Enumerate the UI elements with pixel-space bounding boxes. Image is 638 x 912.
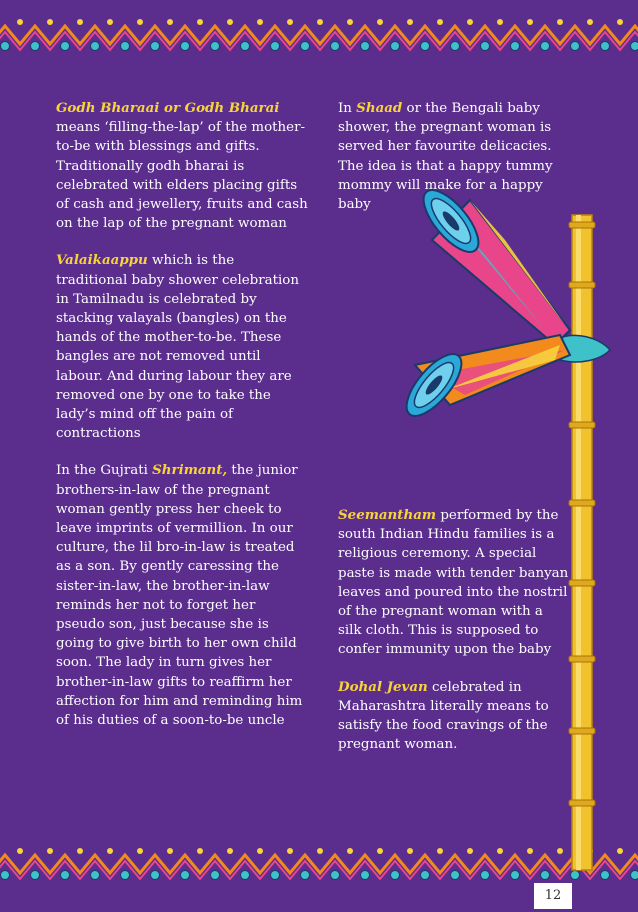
valaikaappu-text: which is the traditional baby shower celebration in Tamilnadu is celebrated by stacking valayals (bangles) on the hands of the mother-to-be. These bangles are not removed until labour. And during labour they are removed one by one to take the lady’s mind off the pain of contractions [56, 253, 299, 442]
shaad-pre: In [338, 101, 357, 116]
lower-horn-icon [397, 335, 570, 424]
seemantham-keyword: Seemantham [338, 507, 437, 523]
dohal-jevan-keyword: Dohal Jevan [338, 678, 428, 695]
upper-horn-icon [414, 182, 570, 345]
shrimant-pre: In the Gujrati [56, 463, 153, 479]
godh-bharai-text: means ‘filling-the-lap’ of the mother-to-be with blessings and gifts. Traditionally godh bharai is celebrated with elders placing gifts of cash and jewellery, fruits and cash on the lap of the pregnant woman [56, 120, 308, 232]
bamboo-pole-icon [569, 215, 595, 870]
shaad-keyword: Shaad [356, 100, 403, 116]
valaikaappu-keyword: Valaikaappu [56, 252, 148, 269]
page-number: 12 [534, 883, 572, 909]
dohal-jevan-text: celebrated in Maharashtra literally means to satisfy the food cravings of the pregnant woman. [338, 679, 549, 753]
shrimant-text: the junior brothers-in-law of the pregnant woman gently press her cheek to leave imprints of vermillion. In our culture, the lil bro-in-law is treated as a son. By gently caressing the sister-in-law, the brother-in-law reminds her not to forget her pseudo son, just because she is going to give birth to her own child soon. The lady in turn gives her brother-in-law gifts to reaffirm her affection for him and reminding him of his duties of a soon-to-be uncle [56, 463, 303, 729]
godh-bharai-keyword: Godh Bharaai or Godh Bharai [56, 100, 280, 116]
seemantham-text: performed by the south Indian Hindu families is a religious ceremony. A special paste is made with tender banyan leaves and poured into the nostril of the pregnant woman with a silk cloth. This is supposed to confer immunity upon the baby [338, 508, 569, 658]
shrimant-keyword: Shrimant, [152, 462, 228, 479]
shaad-text: or the Bengali baby shower, the pregnant woman is served her favourite delicacies. The idea is that a happy tummy mommy will make for a happy baby [338, 101, 553, 213]
